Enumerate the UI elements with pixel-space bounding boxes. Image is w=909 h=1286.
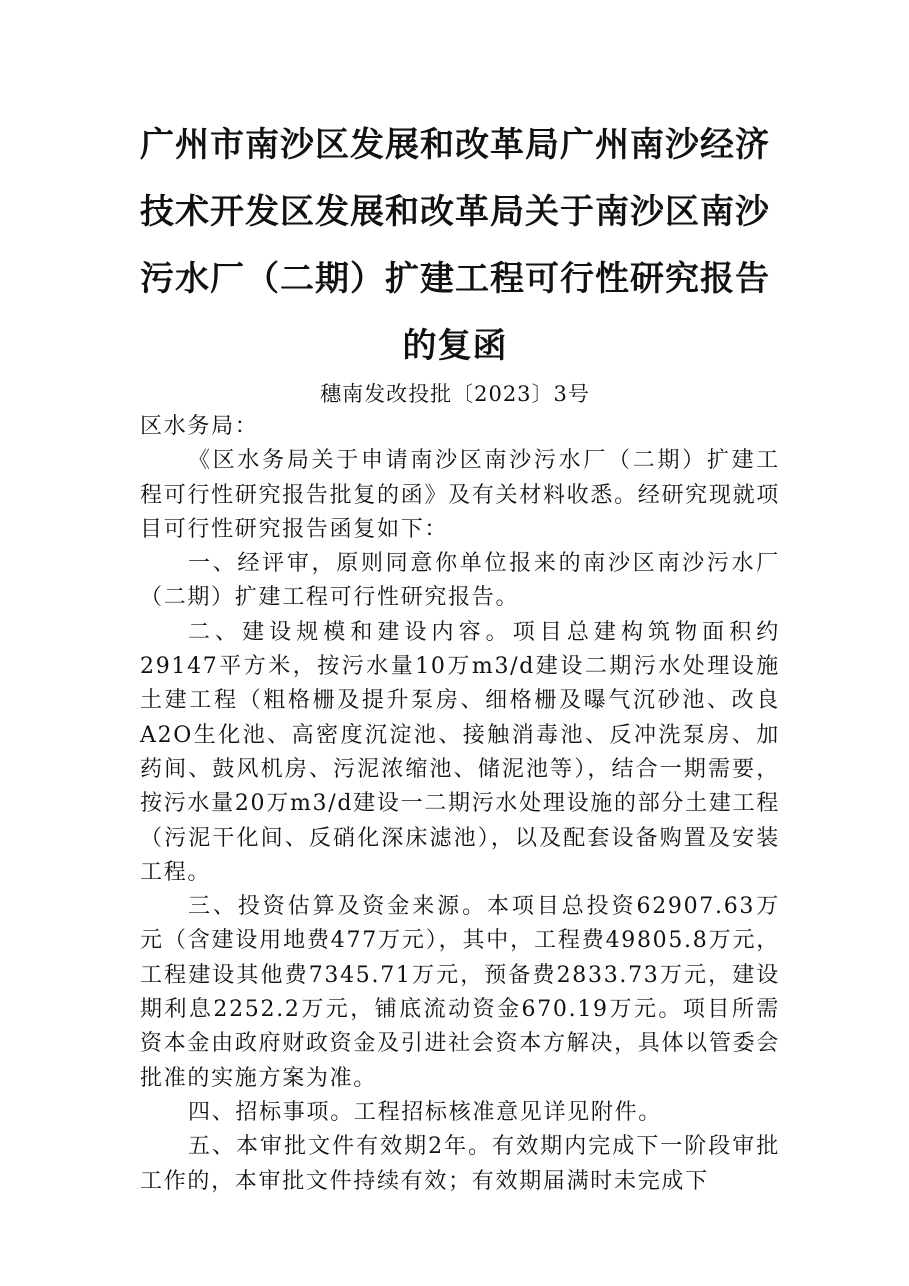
title-line: 技术开发区发展和改革局关于南沙区南沙 (140, 192, 770, 232)
body-paragraph-bidding: 四、招标事项。工程招标核准意见详见附件。 (188, 1099, 663, 1125)
title-line: 广州市南沙区发展和改革局广州南沙经济 (140, 125, 770, 165)
body-paragraph-investment: 三、投资估算及资金来源。本项目总投资62907.63万元（含建设用地费477万元），其中，工程费49805.8万元，工程建设其他费7345.71万元，预备费2833.73万元，建设期利息2252.2万元，铺底流动资金670.19万元。项目所需资本金由政府财政资金及引进社会资本方解决，具体以管委会批准的实施方案为准。 (140, 894, 780, 1091)
document-number: 穗南发改投批〔2023〕3号 (320, 382, 590, 406)
title-line: 污水厂（二期）扩建工程可行性研究报告 (140, 259, 770, 299)
document-body (140, 410, 780, 1199)
body-paragraph-validity: 五、本审批文件有效期2年。有效期内完成下一阶段审批工作的，本审批文件持续有效；有效期届满时未完成下 (140, 1134, 780, 1194)
body-paragraph-scope: 二、建设规模和建设内容。项目总建构筑物面积约29147平方米，按污水量10万m3/d建设二期污水处理设施土建工程（粗格栅及提升泵房、细格栅及曝气沉砂池、改良A2O生化池、高密度沉淀池、接触消毒池、反冲洗泵房、加药间、鼓风机房、污泥浓缩池、储泥池等），结合一期需要，按污水量20万m3/d建设一二期污水处理设施的部分土建工程（污泥干化间、反硝化深床滤池），以及配套设备购置及安装工程。 (140, 619, 780, 885)
document-title (120, 112, 790, 380)
body-paragraph-intro: 《区水务局关于申请南沙区南沙污水厂（二期）扩建工程可行性研究报告批复的函》及有关材料收悉。经研究现就项目可行性研究报告函复如下： (140, 448, 780, 542)
body-paragraph-approval: 一、经评审，原则同意你单位报来的南沙区南沙污水厂（二期）扩建工程可行性研究报告。 (140, 551, 780, 611)
recipient-line: 区水务局： (140, 414, 259, 439)
title-line: 的复函 (402, 326, 508, 366)
